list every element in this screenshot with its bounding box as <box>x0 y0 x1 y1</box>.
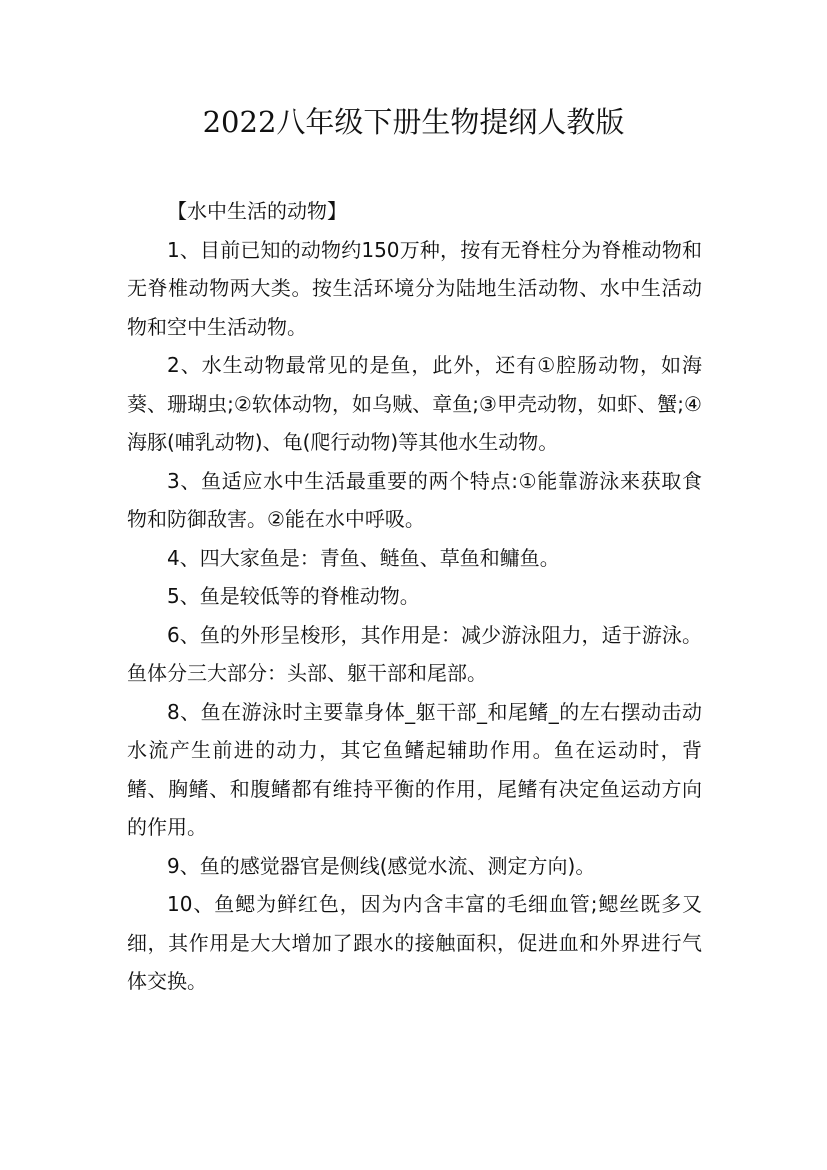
document-body <box>127 192 702 1001</box>
paragraph-9: 9、鱼的感觉器官是侧线(感觉水流、测定方向)。 <box>167 853 596 878</box>
paragraph-5: 5、鱼是较低等的脊椎动物。 <box>167 584 420 608</box>
paragraph-8: 8、鱼在游泳时主要靠身体_躯干部_和尾鳍_的左右摆动击动水流产生前进的动力，其它鱼鳍起辅助作用。鱼在运动时，背鳍、胸鳍、和腹鳍都有维持平衡的作用，尾鳍有决定鱼运动方向的作用。 <box>127 699 702 839</box>
paragraph-6: 6、鱼的外形呈梭形，其作用是：减少游泳阻力，适于游泳。鱼体分三大部分：头部、躯干部和尾部。 <box>127 622 702 685</box>
paragraph-3: 3、鱼适应水中生活最重要的两个特点:①能靠游泳来获取食物和防御敌害。②能在水中呼吸。 <box>127 468 702 531</box>
paragraph-2: 2、水生动物最常见的是鱼，此外，还有①腔肠动物，如海葵、珊瑚虫;②软体动物，如乌贼、章鱼;③甲壳动物，如虾、蟹;④海豚(哺乳动物)、龟(爬行动物)等其他水生动物。 <box>127 353 702 454</box>
paragraph-4: 4、四大家鱼是：青鱼、鲢鱼、草鱼和鳙鱼。 <box>167 545 560 570</box>
paragraph-1: 1、目前已知的动物约150万种，按有无脊柱分为脊椎动物和无脊椎动物两大类。按生活环境分为陆地生活动物、水中生活动物和空中生活动物。 <box>127 237 702 339</box>
section-heading: 【水中生活的动物】 <box>167 199 347 223</box>
paragraph-10: 10、鱼鳃为鲜红色，因为内含丰富的毛细血管;鳃丝既多又细，其作用是大大增加了跟水的接触面积，促进血和外界进行气体交换。 <box>127 892 702 993</box>
document-title: 2022八年级下册生物提纲人教版 <box>202 105 625 139</box>
